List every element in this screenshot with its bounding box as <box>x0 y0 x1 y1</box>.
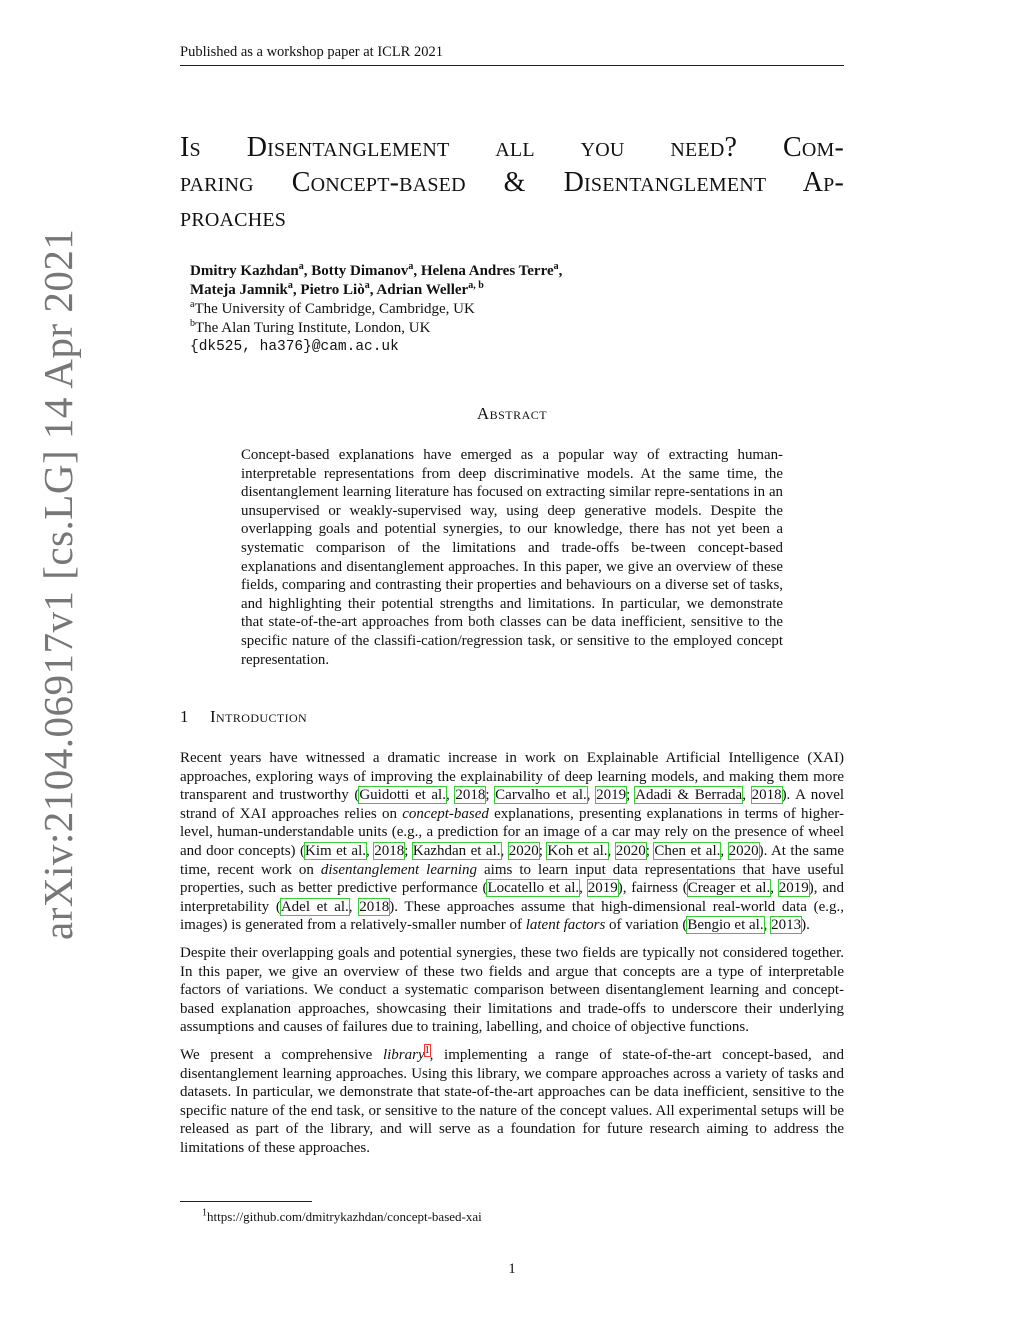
body-text <box>180 749 844 1166</box>
title-line-1: Is Disentanglement all you need? Com- <box>180 132 844 163</box>
citation-link[interactable]: 2018 <box>374 842 405 859</box>
citation-link[interactable]: 2020 <box>508 842 539 859</box>
citation-link[interactable]: 2018 <box>455 787 486 804</box>
author-names-line-2: Mateja Jamnik$^a$, Pietro Liò$^a$, Adrian Weller$^{a, b}$ <box>190 280 484 298</box>
citation-link[interactable]: 2018 <box>359 898 390 915</box>
citation-link[interactable]: Locatello et al. <box>487 880 580 897</box>
section-number: 1 <box>180 707 189 726</box>
citation-link[interactable]: Guidotti et al. <box>359 787 446 804</box>
author: Mateja Jamnik <box>190 282 288 298</box>
section-heading <box>180 707 307 727</box>
running-header: Published as a workshop paper at ICLR 2021 <box>180 44 443 60</box>
paragraph-1: Recent years have witnessed a dramatic increase in work on Explainable Artificial Intelligence (XAI) approaches, exploring ways of improving the explainability of deep learning models, and making them more transparent and trustworthy (Guidotti et al., 2018; Carvalho et al., 2019; Adadi & Berrada, 2018). A novel strand of XAI approaches relies on concept-based explanations, presenting explanations in terms of higher-level, human-understandable units (e.g., a prediction for an image of a car may rely on the presence of wheel and door concepts) (Kim et al., 2018; Kazhdan et al., 2020; Koh et al., 2020; Chen et al., 2020). At the same time, recent work on disentanglement learning aims to learn input data representations that have useful properties, such as better predictive performance (Locatello et al., 2019), fairness (Creager et al., 2019), and interpretability (Adel et al., 2018). These approaches assume that high-dimensional real-world data (e.g., images) is generated from a relatively-smaller number of latent factors of variation (Bengio et al., 2013). <box>180 750 845 934</box>
citation-link[interactable]: Chen et al. <box>654 842 721 859</box>
title-line-2: paring Concept-based & Disentanglement Ap- <box>180 167 844 198</box>
citation-link[interactable]: 2020 <box>728 842 759 859</box>
citation-link[interactable]: 2019 <box>587 880 618 897</box>
citation-link[interactable]: 2019 <box>778 880 809 897</box>
author: Botty Dimanov <box>311 263 409 279</box>
author-email[interactable]: {dk525, ha376}@cam.ac.uk <box>190 339 399 355</box>
header-rule <box>180 65 844 66</box>
citation-link[interactable]: Bengio et al. <box>687 917 764 934</box>
title-line-3: proaches <box>180 202 287 233</box>
paper-title <box>180 130 844 235</box>
abstract-text: Concept-based explanations have emerged as a popular way of extracting human-interpretable representations from deep discriminative models. At the same time, the disentanglement learning literature has focused on extracting similar repre-sentations in an unsupervised or weakly-supervised way, using deep generative models. Despite the overlapping goals and potential synergies, to our knowledge, there has not yet been a systematic comparison of the limitations and trade-offs be-tween concept-based explanations and disentanglement approaches. In this paper, we give an overview of these fields, comparing and contrasting their properties and behaviours on a diverse set of tasks, and highlighting their potential strengths and limitations. In particular, we demonstrate that state-of-the-art approaches from both classes can be data inefficient, sensitive to the specific nature of the classifi-cation/regression task, or sensitive to the employed concept representation. <box>241 447 783 668</box>
citation-link[interactable]: 2019 <box>596 787 627 804</box>
citation-link[interactable]: Kazhdan et al. <box>412 842 501 859</box>
author: Adrian Weller <box>376 282 469 298</box>
citation-link[interactable]: 2013 <box>771 917 802 934</box>
citation-link[interactable]: 2020 <box>615 842 646 859</box>
paragraph-3: We present a comprehensive library$^1$, implementing a range of state-of-the-art concept-based, and disentanglement learning approaches. Using this library, we compare approaches across a variety of tasks and datasets. In particular, we demonstrate that state-of-the-art approaches can be data inefficient, sensitive to the specific nature of the end task, or sensitive to the nature of the concept values. All experimental setups will be released as part of the library, and will serve as a foundation for future research aiming to address the limitations of these approaches. <box>180 1044 844 1156</box>
page-number: 1 <box>508 1261 516 1277</box>
citation-link[interactable]: Carvalho et al. <box>495 787 587 804</box>
author: Helena Andres Terre <box>420 263 554 279</box>
paragraph-2: Despite their overlapping goals and potential synergies, these two fields are typically not considered together. In this paper, we give an overview of these two fields and argue that concepts are a type of interpretable factors of variations. We conduct a systematic comparison between disentanglement learning and concept-based explanation approaches, showcasing their limitations and trade-offs to underscore their underlying assumptions and causes of failures due to training, labelling, and choice of objective functions. <box>180 944 844 1036</box>
citation-link[interactable]: Kim et al. <box>305 842 367 859</box>
arxiv-stamp: arXiv:2104.06917v1 [cs.LG] 14 Apr 2021 <box>35 228 81 940</box>
affiliation-a: $^a$The University of Cambridge, Cambridge, UK <box>190 299 475 317</box>
section-title: Introduction <box>210 707 308 726</box>
footnote-rule <box>180 1201 312 1202</box>
abstract-heading: Abstract <box>476 404 548 423</box>
citation-link[interactable]: Adadi & Berrada <box>635 787 743 804</box>
footnote-link[interactable]: 1 <box>424 1044 430 1056</box>
author: Dmitry Kazhdan <box>190 263 299 279</box>
citation-link[interactable]: 2018 <box>751 787 782 804</box>
footnote-url[interactable]: https://github.com/dmitrykazhdan/concept-based-xai <box>207 1209 482 1224</box>
citation-link[interactable]: Koh et al. <box>547 842 608 859</box>
author: Pietro Liò <box>300 282 365 298</box>
author-block <box>190 262 562 357</box>
citation-link[interactable]: Adel et al. <box>280 898 349 915</box>
footnote: $^1$https://github.com/dmitrykazhdan/concept-based-xai <box>202 1207 482 1224</box>
author-names-line-1: Dmitry Kazhdan$^a$, Botty Dimanov$^a$, Helena Andres Terre$^a$, <box>190 261 563 279</box>
citation-link[interactable]: Creager et al. <box>687 880 771 897</box>
affiliation-b: $^b$The Alan Turing Institute, London, UK <box>190 318 431 336</box>
